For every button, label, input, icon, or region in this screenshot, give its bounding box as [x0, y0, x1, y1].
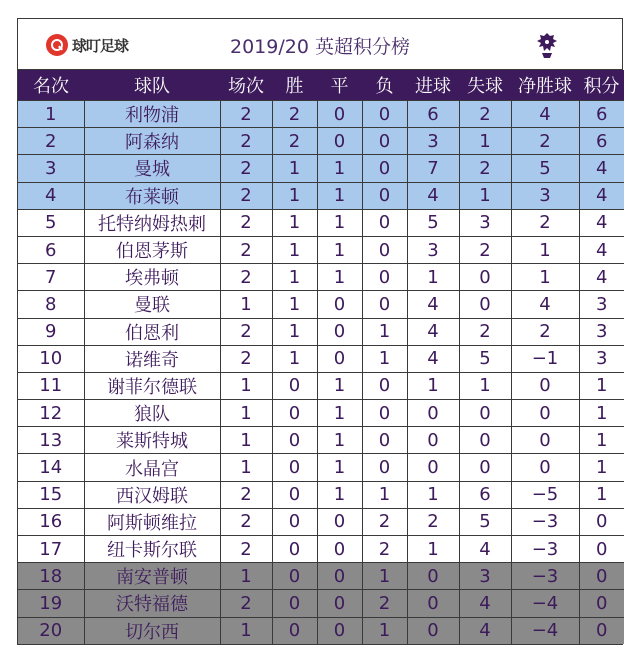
cell-won: 1: [272, 291, 317, 318]
table-row: [18, 590, 624, 617]
cell-goals-against: 1: [459, 182, 511, 209]
column-header-goal-difference: 净胜球: [511, 70, 579, 101]
cell-rank: 11: [18, 372, 84, 399]
cell-rank: 4: [18, 182, 84, 209]
cell-rank: 19: [18, 590, 84, 617]
cell-rank: 15: [18, 481, 84, 508]
cell-points: 1: [579, 427, 624, 454]
cell-team: 切尔西: [84, 617, 220, 644]
cell-goal-difference: 2: [511, 128, 579, 155]
page-title: 2019/20 英超积分榜: [230, 36, 410, 58]
cell-team: 阿森纳: [84, 128, 220, 155]
cell-drawn: 1: [317, 236, 362, 263]
table-row: [18, 318, 624, 345]
cell-goals-for: 4: [407, 345, 459, 372]
column-header-rank: 名次: [18, 70, 84, 101]
cell-goals-for: 3: [407, 128, 459, 155]
cell-points: 3: [579, 345, 624, 372]
cell-goals-for: 1: [407, 481, 459, 508]
cell-won: 0: [272, 372, 317, 399]
cell-goals-for: 4: [407, 182, 459, 209]
table-row: [18, 617, 624, 644]
cell-goals-for: 0: [407, 427, 459, 454]
cell-won: 2: [272, 101, 317, 128]
cell-team: 南安普顿: [84, 563, 220, 590]
cell-points: 4: [579, 182, 624, 209]
cell-drawn: 0: [317, 508, 362, 535]
cell-goal-difference: 1: [511, 264, 579, 291]
cell-won: 0: [272, 617, 317, 644]
cell-lost: 0: [362, 454, 407, 481]
table-row: [18, 236, 624, 263]
cell-goals-for: 2: [407, 508, 459, 535]
standings-table: [18, 70, 624, 644]
cell-goals-against: 3: [459, 563, 511, 590]
brand-logo-text: 球叮足球: [72, 36, 129, 55]
cell-rank: 1: [18, 101, 84, 128]
column-header-lost: 负: [362, 70, 407, 101]
cell-rank: 13: [18, 427, 84, 454]
cell-goals-against: 0: [459, 454, 511, 481]
cell-team: 利物浦: [84, 101, 220, 128]
cell-points: 1: [579, 454, 624, 481]
cell-goals-for: 6: [407, 101, 459, 128]
cell-points: 4: [579, 236, 624, 263]
cell-played: 2: [220, 508, 272, 535]
cell-goal-difference: 0: [511, 454, 579, 481]
cell-drawn: 0: [317, 617, 362, 644]
cell-goals-against: 3: [459, 209, 511, 236]
cell-played: 2: [220, 536, 272, 563]
cell-points: 0: [579, 617, 624, 644]
table-row: [18, 400, 624, 427]
table-row: [18, 454, 624, 481]
cell-lost: 0: [362, 372, 407, 399]
cell-points: 0: [579, 508, 624, 535]
cell-rank: 16: [18, 508, 84, 535]
cell-lost: 1: [362, 345, 407, 372]
cell-rank: 20: [18, 617, 84, 644]
cell-won: 2: [272, 128, 317, 155]
cell-drawn: 0: [317, 536, 362, 563]
cell-drawn: 1: [317, 209, 362, 236]
cell-goals-against: 4: [459, 590, 511, 617]
cell-drawn: 1: [317, 264, 362, 291]
cell-played: 2: [220, 481, 272, 508]
cell-lost: 0: [362, 209, 407, 236]
cell-points: 0: [579, 590, 624, 617]
cell-drawn: 1: [317, 372, 362, 399]
cell-drawn: 1: [317, 182, 362, 209]
cell-rank: 14: [18, 454, 84, 481]
cell-rank: 9: [18, 318, 84, 345]
cell-team: 诺维奇: [84, 345, 220, 372]
cell-goal-difference: 1: [511, 236, 579, 263]
table-row: [18, 128, 624, 155]
cell-rank: 5: [18, 209, 84, 236]
cell-rank: 12: [18, 400, 84, 427]
cell-played: 1: [220, 427, 272, 454]
cell-goal-difference: 2: [511, 209, 579, 236]
cell-won: 1: [272, 155, 317, 182]
cell-played: 2: [220, 182, 272, 209]
cell-played: 2: [220, 101, 272, 128]
table-row: [18, 508, 624, 535]
cell-lost: 0: [362, 236, 407, 263]
table-row: [18, 481, 624, 508]
cell-goal-difference: −4: [511, 617, 579, 644]
cell-lost: 0: [362, 264, 407, 291]
standings-board: [17, 18, 623, 645]
cell-rank: 6: [18, 236, 84, 263]
cell-rank: 3: [18, 155, 84, 182]
cell-lost: 2: [362, 536, 407, 563]
cell-points: 4: [579, 155, 624, 182]
cell-points: 6: [579, 101, 624, 128]
cell-rank: 8: [18, 291, 84, 318]
cell-won: 1: [272, 264, 317, 291]
cell-goals-for: 1: [407, 264, 459, 291]
cell-won: 1: [272, 345, 317, 372]
cell-goals-for: 7: [407, 155, 459, 182]
table-row: [18, 291, 624, 318]
cell-won: 0: [272, 400, 317, 427]
cell-drawn: 1: [317, 155, 362, 182]
table-row: [18, 155, 624, 182]
cell-drawn: 0: [317, 128, 362, 155]
column-header-goals-for: 进球: [407, 70, 459, 101]
cell-goal-difference: 0: [511, 400, 579, 427]
cell-lost: 2: [362, 508, 407, 535]
cell-drawn: 0: [317, 590, 362, 617]
cell-team: 伯恩利: [84, 318, 220, 345]
cell-goal-difference: −1: [511, 345, 579, 372]
column-header-goals-against: 失球: [459, 70, 511, 101]
cell-won: 0: [272, 590, 317, 617]
cell-goals-against: 2: [459, 101, 511, 128]
cell-won: 1: [272, 236, 317, 263]
cell-goals-against: 0: [459, 400, 511, 427]
cell-goals-for: 0: [407, 563, 459, 590]
cell-lost: 2: [362, 590, 407, 617]
cell-drawn: 0: [317, 345, 362, 372]
table-row: [18, 209, 624, 236]
cell-goal-difference: −3: [511, 563, 579, 590]
cell-goal-difference: 0: [511, 427, 579, 454]
cell-lost: 1: [362, 318, 407, 345]
cell-drawn: 0: [317, 291, 362, 318]
cell-goal-difference: −3: [511, 508, 579, 535]
column-header-played: 场次: [220, 70, 272, 101]
cell-goals-for: 1: [407, 372, 459, 399]
cell-won: 1: [272, 318, 317, 345]
cell-team: 谢菲尔德联: [84, 372, 220, 399]
table-header-row: [18, 70, 624, 101]
cell-lost: 1: [362, 563, 407, 590]
cell-played: 1: [220, 291, 272, 318]
cell-goals-against: 1: [459, 128, 511, 155]
cell-drawn: 1: [317, 400, 362, 427]
cell-played: 2: [220, 264, 272, 291]
cell-played: 1: [220, 372, 272, 399]
cell-drawn: 1: [317, 454, 362, 481]
table-row: [18, 536, 624, 563]
cell-played: 2: [220, 155, 272, 182]
cell-team: 西汉姆联: [84, 481, 220, 508]
cell-drawn: 0: [317, 318, 362, 345]
table-row: [18, 372, 624, 399]
table-row: [18, 563, 624, 590]
cell-points: 3: [579, 291, 624, 318]
cell-points: 4: [579, 264, 624, 291]
column-header-drawn: 平: [317, 70, 362, 101]
cell-lost: 1: [362, 481, 407, 508]
cell-goal-difference: −5: [511, 481, 579, 508]
cell-goal-difference: −3: [511, 536, 579, 563]
premier-league-lion-icon: [534, 31, 560, 59]
cell-won: 1: [272, 209, 317, 236]
cell-goals-for: 3: [407, 236, 459, 263]
cell-team: 托特纳姆热刺: [84, 209, 220, 236]
cell-goals-for: 0: [407, 590, 459, 617]
cell-won: 0: [272, 508, 317, 535]
cell-rank: 18: [18, 563, 84, 590]
cell-team: 莱斯特城: [84, 427, 220, 454]
cell-played: 1: [220, 563, 272, 590]
cell-points: 4: [579, 209, 624, 236]
cell-team: 沃特福德: [84, 590, 220, 617]
cell-goal-difference: 2: [511, 318, 579, 345]
table-row: [18, 264, 624, 291]
cell-rank: 7: [18, 264, 84, 291]
cell-won: 0: [272, 536, 317, 563]
cell-goals-for: 5: [407, 209, 459, 236]
column-header-points: 积分: [579, 70, 624, 101]
cell-rank: 10: [18, 345, 84, 372]
cell-played: 2: [220, 209, 272, 236]
cell-goals-against: 5: [459, 345, 511, 372]
table-row: [18, 182, 624, 209]
cell-goals-against: 2: [459, 236, 511, 263]
cell-won: 0: [272, 563, 317, 590]
cell-played: 2: [220, 345, 272, 372]
cell-goal-difference: 4: [511, 291, 579, 318]
cell-team: 埃弗顿: [84, 264, 220, 291]
cell-points: 1: [579, 481, 624, 508]
cell-goals-for: 1: [407, 536, 459, 563]
cell-lost: 0: [362, 291, 407, 318]
table-row: [18, 345, 624, 372]
column-header-won: 胜: [272, 70, 317, 101]
cell-goals-against: 2: [459, 318, 511, 345]
cell-goals-against: 1: [459, 372, 511, 399]
cell-lost: 0: [362, 101, 407, 128]
cell-goals-against: 0: [459, 291, 511, 318]
cell-team: 伯恩茅斯: [84, 236, 220, 263]
cell-rank: 2: [18, 128, 84, 155]
cell-goals-against: 4: [459, 617, 511, 644]
cell-drawn: 0: [317, 563, 362, 590]
cell-points: 1: [579, 400, 624, 427]
cell-goal-difference: 4: [511, 101, 579, 128]
cell-lost: 0: [362, 400, 407, 427]
cell-won: 1: [272, 182, 317, 209]
cell-goal-difference: −4: [511, 590, 579, 617]
cell-goals-against: 6: [459, 481, 511, 508]
cell-points: 1: [579, 372, 624, 399]
cell-lost: 0: [362, 427, 407, 454]
cell-team: 布莱顿: [84, 182, 220, 209]
cell-played: 2: [220, 318, 272, 345]
cell-lost: 1: [362, 617, 407, 644]
cell-played: 1: [220, 617, 272, 644]
cell-goals-against: 4: [459, 536, 511, 563]
cell-won: 0: [272, 427, 317, 454]
cell-goals-for: 0: [407, 454, 459, 481]
cell-goal-difference: 3: [511, 182, 579, 209]
cell-goals-for: 4: [407, 291, 459, 318]
cell-goals-for: 4: [407, 318, 459, 345]
cell-team: 水晶宫: [84, 454, 220, 481]
cell-played: 2: [220, 590, 272, 617]
cell-team: 纽卡斯尔联: [84, 536, 220, 563]
cell-lost: 0: [362, 155, 407, 182]
cell-lost: 0: [362, 128, 407, 155]
cell-points: 3: [579, 318, 624, 345]
cell-goals-against: 5: [459, 508, 511, 535]
cell-team: 曼城: [84, 155, 220, 182]
cell-points: 0: [579, 536, 624, 563]
cell-points: 6: [579, 128, 624, 155]
cell-played: 2: [220, 128, 272, 155]
cell-rank: 17: [18, 536, 84, 563]
cell-drawn: 0: [317, 101, 362, 128]
cell-won: 0: [272, 454, 317, 481]
cell-drawn: 1: [317, 481, 362, 508]
cell-goals-against: 0: [459, 427, 511, 454]
cell-won: 0: [272, 481, 317, 508]
cell-goal-difference: 0: [511, 372, 579, 399]
cell-team: 狼队: [84, 400, 220, 427]
board-header: [18, 19, 622, 70]
cell-goals-for: 0: [407, 400, 459, 427]
cell-goals-for: 0: [407, 617, 459, 644]
cell-points: 0: [579, 563, 624, 590]
cell-team: 曼联: [84, 291, 220, 318]
cell-played: 1: [220, 400, 272, 427]
column-header-team: 球队: [84, 70, 220, 101]
cell-goals-against: 0: [459, 264, 511, 291]
table-row: [18, 427, 624, 454]
cell-goals-against: 2: [459, 155, 511, 182]
cell-goal-difference: 5: [511, 155, 579, 182]
cell-drawn: 1: [317, 427, 362, 454]
cell-played: 2: [220, 236, 272, 263]
cell-played: 1: [220, 454, 272, 481]
table-row: [18, 101, 624, 128]
cell-team: 阿斯顿维拉: [84, 508, 220, 535]
cell-lost: 0: [362, 182, 407, 209]
